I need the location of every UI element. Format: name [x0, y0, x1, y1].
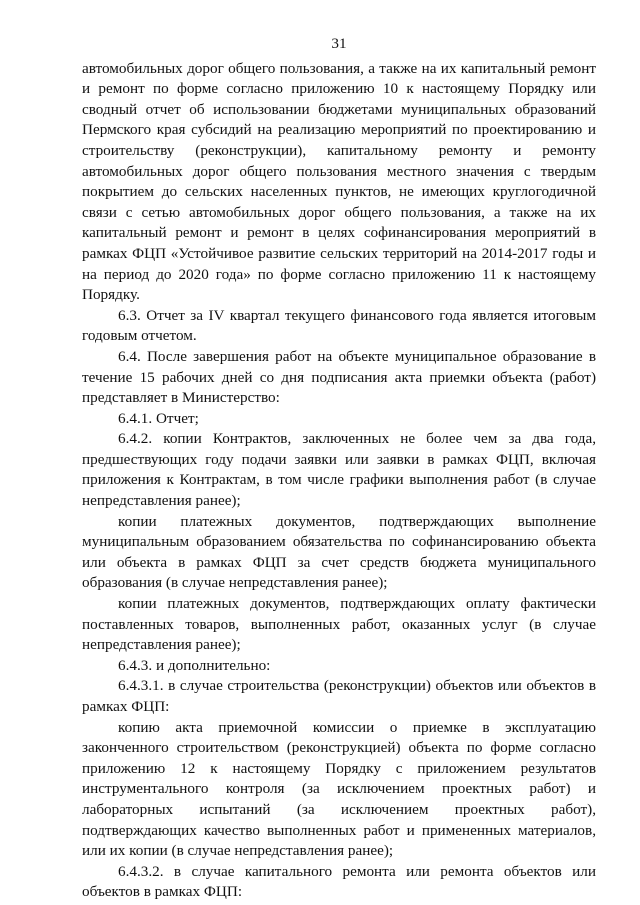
document-page — [82, 34, 596, 903]
paragraph: копию акта приемочной комиссии о приемке в эксплуатацию законченного строительством (реконструкцией) объекта по форме согласно приложению 12 к настоящему Порядку с приложением результатов инструментального контроля (за исключением проектных работ) и лабораторных испытаний (за исключением проектных работ), подтверждающих качество выполненных работ и примененных материалов, или их копии (в случае непредставления ранее); — [82, 718, 596, 860]
body-text — [82, 59, 596, 903]
paragraph: 6.3. Отчет за IV квартал текущего финансового года является итоговым годовым отчетом. — [82, 306, 596, 345]
paragraph: 6.4. После завершения работ на объекте муниципальное образование в течение 15 рабочих дней со дня подписания акта приемки объекта (работ) представляет в Министерство: — [82, 347, 596, 407]
paragraph: 6.4.1. Отчет; — [118, 409, 199, 427]
page-number: 31 — [331, 35, 347, 52]
paragraph: 6.4.3.1. в случае строительства (реконструкции) объектов или объектов в рамках ФЦП: — [82, 677, 596, 715]
paragraph: 6.4.3. и дополнительно: — [118, 656, 271, 674]
paragraph: автомобильных дорог общего пользования, а также на их капитальный ремонт и ремонт по форме согласно приложению 10 к настоящему Порядку или сводный отчет об использовании бюджетами муниципальных образований Пермского края субсидий на реализацию мероприятий по проектированию и строительству (реконструкции), капитальному ремонту и ремонту автомобильных дорог общего пользования местного значения с твердым покрытием до сельских населенных пунктов, не имеющих круглогодичной связи с сетью автомобильных дорог общего пользования, а также на их капитальный ремонт и ремонт в целях софинансирования мероприятий в рамках ФЦП «Устойчивое развитие сельских территорий на 2014-2017 годы и на период до 2020 года» по форме согласно приложению 11 к настоящему Порядку. — [82, 59, 596, 304]
paragraph: копии платежных документов, подтверждающих оплату фактически поставленных товаров, выполненных работ, оказанных услуг (в случае непредставления ранее); — [82, 595, 596, 654]
paragraph: 6.4.3.2. в случае капитального ремонта или ремонта объектов или объектов в рамках ФЦП: — [82, 862, 596, 901]
paragraph: 6.4.2. копии Контрактов, заключенных не более чем за два года, предшествующих году подачи заявки или заявки в рамках ФЦП, включая приложения к Контрактам, в том числе графики выполнения работ (в случае непредставления ранее); — [82, 430, 596, 510]
paragraph: копии платежных документов, подтверждающих выполнение муниципальным образованием обязательства по софинансированию объекта или объекта в рамках ФЦП за счет средств бюджета муниципального образования (в случае непредставления ранее); — [82, 512, 596, 592]
